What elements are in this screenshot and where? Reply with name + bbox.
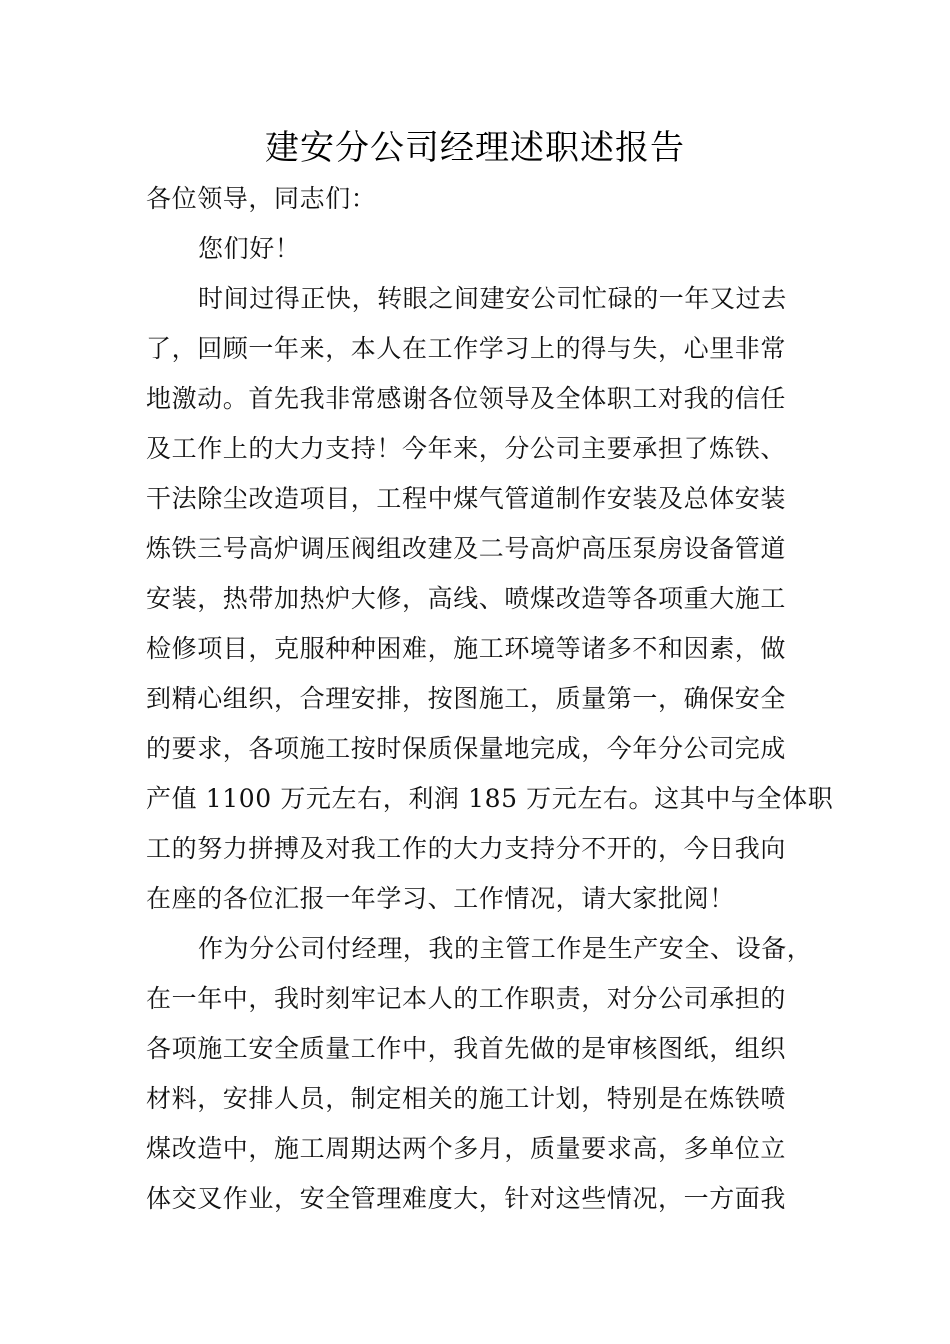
paragraph-line: 检修项目，克服种种困难，施工环境等诸多不和因素，做 [146, 634, 787, 663]
document-title: 建安分公司经理述职述报告 [265, 128, 685, 168]
paragraph-line: 作为分公司付经理，我的主管工作是生产安全、设备， [198, 934, 813, 963]
paragraph-line: 炼铁三号高炉调压阀组改建及二号高炉高压泵房设备管道 [146, 534, 787, 563]
paragraph-line: 了，回顾一年来，本人在工作学习上的得与失，心里非常 [146, 334, 787, 363]
paragraph-line: 煤改造中，施工周期达两个多月，质量要求高，多单位立 [146, 1134, 787, 1163]
paragraph-line: 在一年中，我时刻牢记本人的工作职责，对分公司承担的 [146, 984, 787, 1013]
salutation-line: 各位领导，同志们： [146, 184, 377, 213]
paragraph-line: 的要求，各项施工按时保质保量地完成，今年分公司完成 [146, 734, 787, 763]
paragraph-line: 各项施工安全质量工作中，我首先做的是审核图纸，组织 [146, 1034, 787, 1063]
greeting-line: 您们好！ [198, 234, 301, 263]
paragraph-line: 体交叉作业，安全管理难度大，针对这些情况，一方面我 [146, 1184, 787, 1213]
paragraph-line: 安装，热带加热炉大修，高线、喷煤改造等各项重大施工 [146, 584, 787, 613]
paragraph-line: 产值 1100 万元左右，利润 185 万元左右。这其中与全体职 [146, 784, 834, 813]
paragraph-line: 地激动。首先我非常感谢各位领导及全体职工对我的信任 [146, 384, 787, 413]
paragraph-line: 干法除尘改造项目，工程中煤气管道制作安装及总体安装 [146, 484, 787, 513]
paragraph-line: 在座的各位汇报一年学习、工作情况，请大家批阅！ [146, 884, 735, 913]
paragraph-line: 材料，安排人员，制定相关的施工计划，特别是在炼铁喷 [146, 1084, 787, 1113]
paragraph-line: 工的努力拼搏及对我工作的大力支持分不开的，今日我向 [146, 834, 787, 863]
paragraph-line: 及工作上的大力支持！今年来，分公司主要承担了炼铁、 [146, 434, 787, 463]
paragraph-line: 到精心组织，合理安排，按图施工，质量第一，确保安全 [146, 684, 787, 713]
paragraph-line: 时间过得正快，转眼之间建安公司忙碌的一年又过去 [198, 284, 787, 313]
